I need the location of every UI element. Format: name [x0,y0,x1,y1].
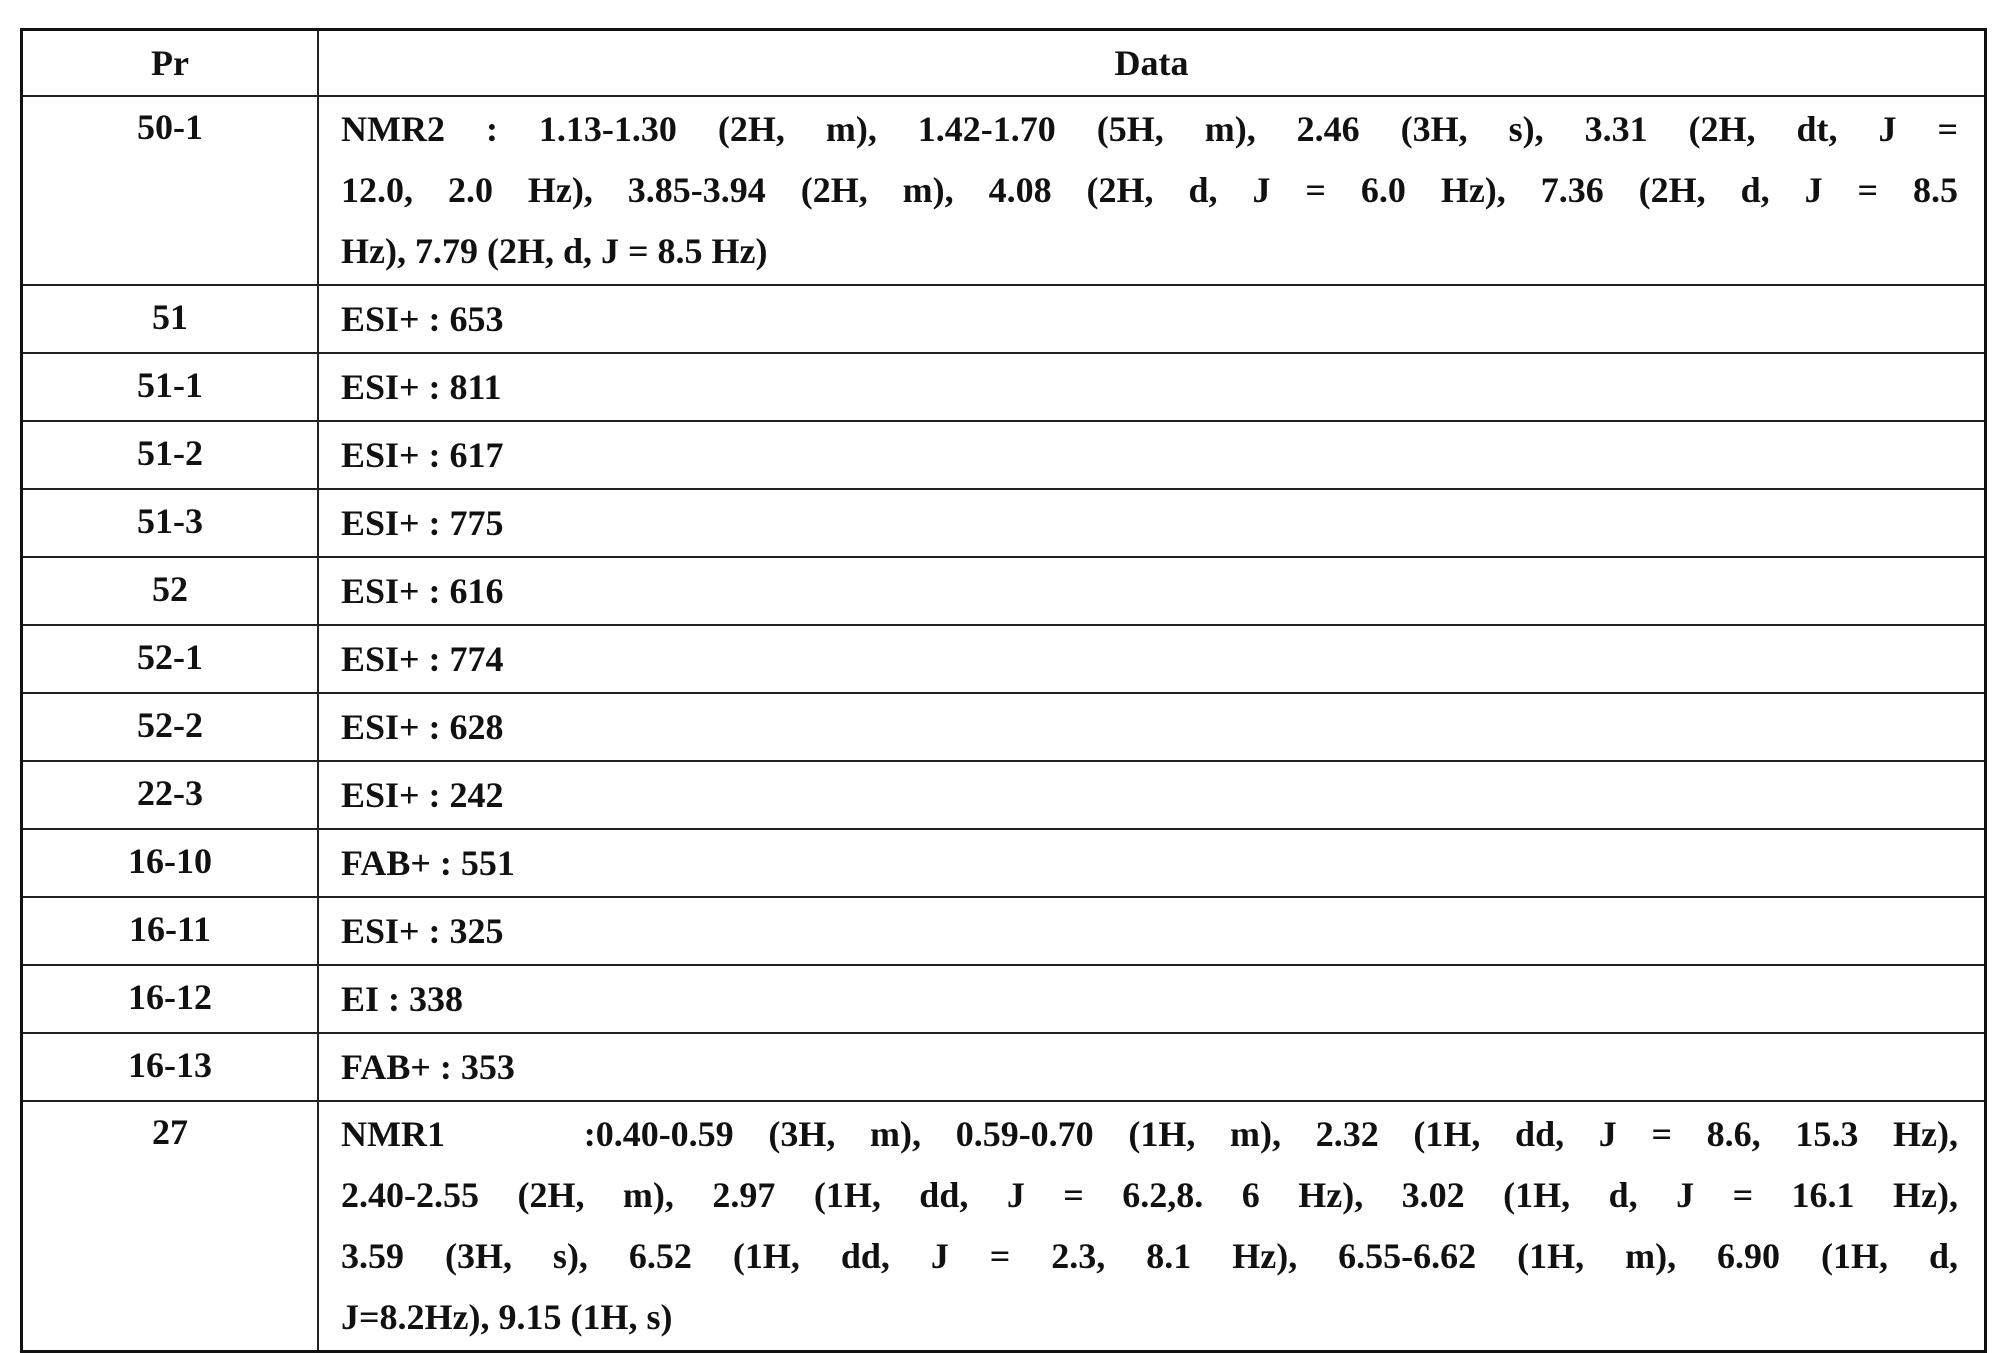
data-line: ESI+ : 653 [341,288,1958,350]
table-row [22,1033,1986,1101]
pr-cell: 22-3 [22,761,319,829]
pr-cell: 51 [22,285,319,353]
data-cell [318,421,1986,489]
pr-cell: 27 [22,1101,319,1352]
table-row [22,965,1986,1033]
data-cell [318,625,1986,693]
data-line: FAB+ : 353 [341,1036,1958,1098]
data-line: FAB+ : 551 [341,832,1958,894]
data-line: ESI+ : 811 [341,356,1958,418]
data-line: J=8.2Hz), 9.15 (1H, s) [341,1287,1958,1348]
data-line: ESI+ : 775 [341,492,1958,554]
data-line: NMR1 :0.40-0.59 (3H, m), 0.59-0.70 (1H, m), 2.32 (1H, dd, J = 8.6, 15.3 Hz), [341,1104,1958,1165]
header-pr: Pr [22,30,319,97]
data-cell [318,96,1986,285]
header-data: Data [318,30,1986,97]
pr-cell: 51-2 [22,421,319,489]
data-line: 2.40-2.55 (2H, m), 2.97 (1H, dd, J = 6.2,8. 6 Hz), 3.02 (1H, d, J = 16.1 Hz), [341,1165,1958,1226]
data-line: 3.59 (3H, s), 6.52 (1H, dd, J = 2.3, 8.1 Hz), 6.55-6.62 (1H, m), 6.90 (1H, d, [341,1226,1958,1287]
data-cell [318,1101,1986,1352]
data-cell [318,693,1986,761]
data-cell [318,489,1986,557]
table-row [22,353,1986,421]
pr-cell: 51-1 [22,353,319,421]
data-cell [318,353,1986,421]
pr-cell: 51-3 [22,489,319,557]
pr-cell: 52-2 [22,693,319,761]
header-row [22,30,1986,97]
pr-cell: 52 [22,557,319,625]
pr-cell: 16-10 [22,829,319,897]
table-row [22,285,1986,353]
pr-cell: 16-11 [22,897,319,965]
data-cell [318,897,1986,965]
data-table [20,28,1987,1353]
table-row [22,557,1986,625]
table-row [22,693,1986,761]
pr-cell: 50-1 [22,96,319,285]
data-line: ESI+ : 617 [341,424,1958,486]
table-row [22,421,1986,489]
data-line: ESI+ : 628 [341,696,1958,758]
data-line: ESI+ : 242 [341,764,1958,826]
pr-cell: 52-1 [22,625,319,693]
pr-cell: 16-12 [22,965,319,1033]
table-row [22,96,1986,285]
data-line: EI : 338 [341,968,1958,1030]
data-line: ESI+ : 325 [341,900,1958,962]
pr-cell: 16-13 [22,1033,319,1101]
table-row [22,897,1986,965]
table-row [22,489,1986,557]
data-cell [318,829,1986,897]
data-cell [318,965,1986,1033]
data-line: ESI+ : 774 [341,628,1958,690]
table-row [22,625,1986,693]
table-row [22,829,1986,897]
data-cell [318,1033,1986,1101]
data-cell [318,761,1986,829]
data-line: ESI+ : 616 [341,560,1958,622]
table-row [22,1101,1986,1352]
data-line: NMR2 : 1.13-1.30 (2H, m), 1.42-1.70 (5H, m), 2.46 (3H, s), 3.31 (2H, dt, J = [341,99,1958,160]
data-cell [318,557,1986,625]
data-cell [318,285,1986,353]
table-row [22,761,1986,829]
data-line: 12.0, 2.0 Hz), 3.85-3.94 (2H, m), 4.08 (2H, d, J = 6.0 Hz), 7.36 (2H, d, J = 8.5 [341,160,1958,221]
data-line: Hz), 7.79 (2H, d, J = 8.5 Hz) [341,221,1958,282]
